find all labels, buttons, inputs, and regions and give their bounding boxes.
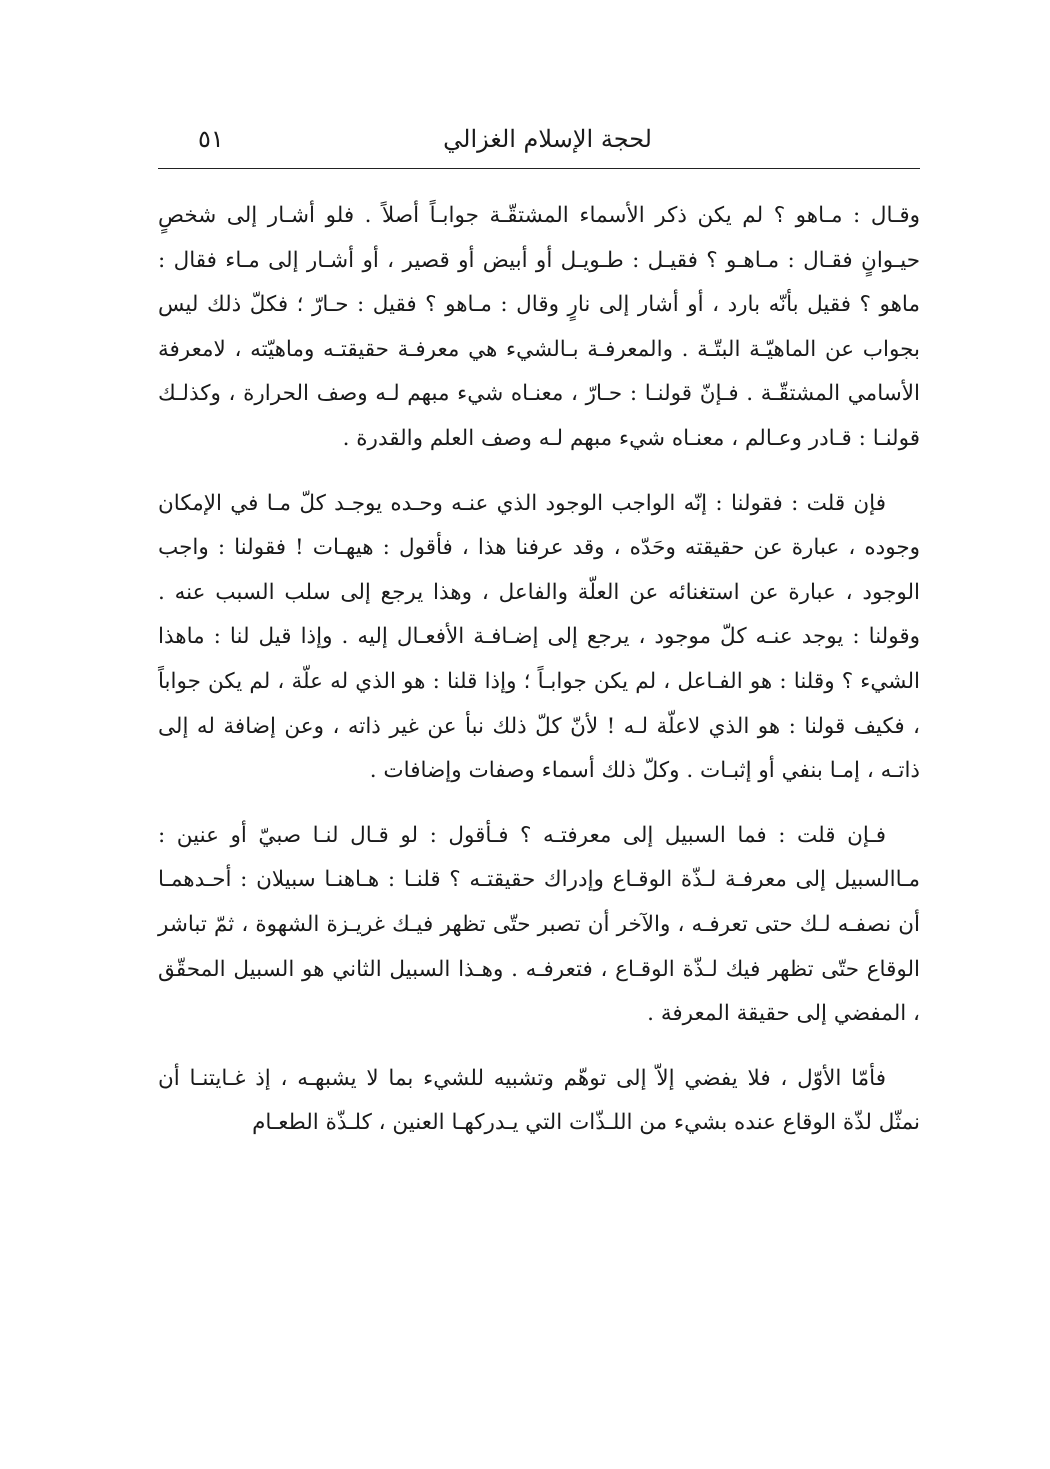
header-divider — [158, 168, 920, 169]
paragraph-3: فـإن قلت : فما السبيل إلى معرفتـه ؟ فـأقول : لو قـال لنـا صبيّ أو عنين : مـاالسبيل إلى معرفـة لـذّة الوقـاع وإدراك حقيقتـه ؟ قلنـا : هـاهنـا سبيلان : أحـدهمـا أن نصفـه لـك حتى تعرفـه ، والآخر أن تصبر حتّى تظهر فيـك غريـزة الشهوة ، ثمّ تباشر الوقاع حتّى تظهر فيك لـذّة الوقـاع ، فتعرفـه . وهـذا السبيل الثاني هو السبيل المحقّق ، المفضي إلى حقيقة المعرفة . — [158, 822, 920, 1027]
running-title: لحجة الإسلام الغزالي — [443, 125, 652, 153]
body-text — [158, 194, 920, 1146]
paragraph-4: فأمّا الأوّل ، فلا يفضي إلاّ إلى توهّم وتشبيه للشيء بما لا يشبهـه ، إذ غـايتنـا أن نمثّل لذّة الوقاع عنده بشيء من اللـذّات التي يـدركهـا العنين ، كلـذّة الطعـام — [158, 1065, 920, 1136]
book-page — [158, 112, 920, 1442]
paragraph-2: فإن قلت : فقولنا : إنّه الواجب الوجود الذي عنـه وحـده يوجـد كلّ مـا في الإمكان وجوده ، عبارة عن حقيقته وحَدّه ، وقد عرفنا هذا ، فأقول : هيهـات ! فقولنا : واجب الوجود ، عبارة عن استغنائه عن العلّة والفاعل ، وهذا يرجع إلى سلب السبب عنه . وقولنا : يوجد عنـه كلّ موجود ، يرجع إلى إضـافـة الأفعـال إليه . وإذا قيل لنا : ماهذا الشيء ؟ وقلنا : هو الفـاعل ، لم يكن جوابـاً ؛ وإذا قلنا : هو الذي له علّة ، لم يكن جواباً ، فكيف قولنا : هو الذي لاعلّة لـه ! لأنّ كلّ ذلك نبأ عن غير ذاته ، وعن إضافة له إلى ذاتـه ، إمـا بنفي أو إثبـات . وكلّ ذلك أسماء وصفات وإضافات . — [158, 490, 920, 784]
paragraph-1: وقـال : مـاهو ؟ لم يكن ذكر الأسماء المشتقّـة جوابـاً أصلاً . فلو أشـار إلى شخصٍ حيـوانٍ فقـال : مـاهـو ؟ فقيـل : طـويـل أو أبيض أو قصير ، أو أشـار إلى مـاء فقال : ماهو ؟ فقيل بأنّه بارد ، أو أشار إلى نارٍ وقال : مـاهو ؟ فقيل : حـارّ ؛ فكلّ ذلك ليس بجواب عن الماهيّـة البتّـة . والمعرفـة بـالشيء هي معرفـة حقيقتـه وماهيّته ، لامعرفة الأسامي المشتقّـة . فـإنّ قولنـا : حـارّ ، معنـاه شيء مبهم لـه وصف الحرارة ، وكذلـك قولنـا : قـادر وعـالم ، معنـاه شيء مبهم لـه وصف العلم والقدرة . — [158, 203, 920, 451]
page-number: ٥١ — [198, 125, 224, 153]
running-header — [158, 112, 920, 170]
